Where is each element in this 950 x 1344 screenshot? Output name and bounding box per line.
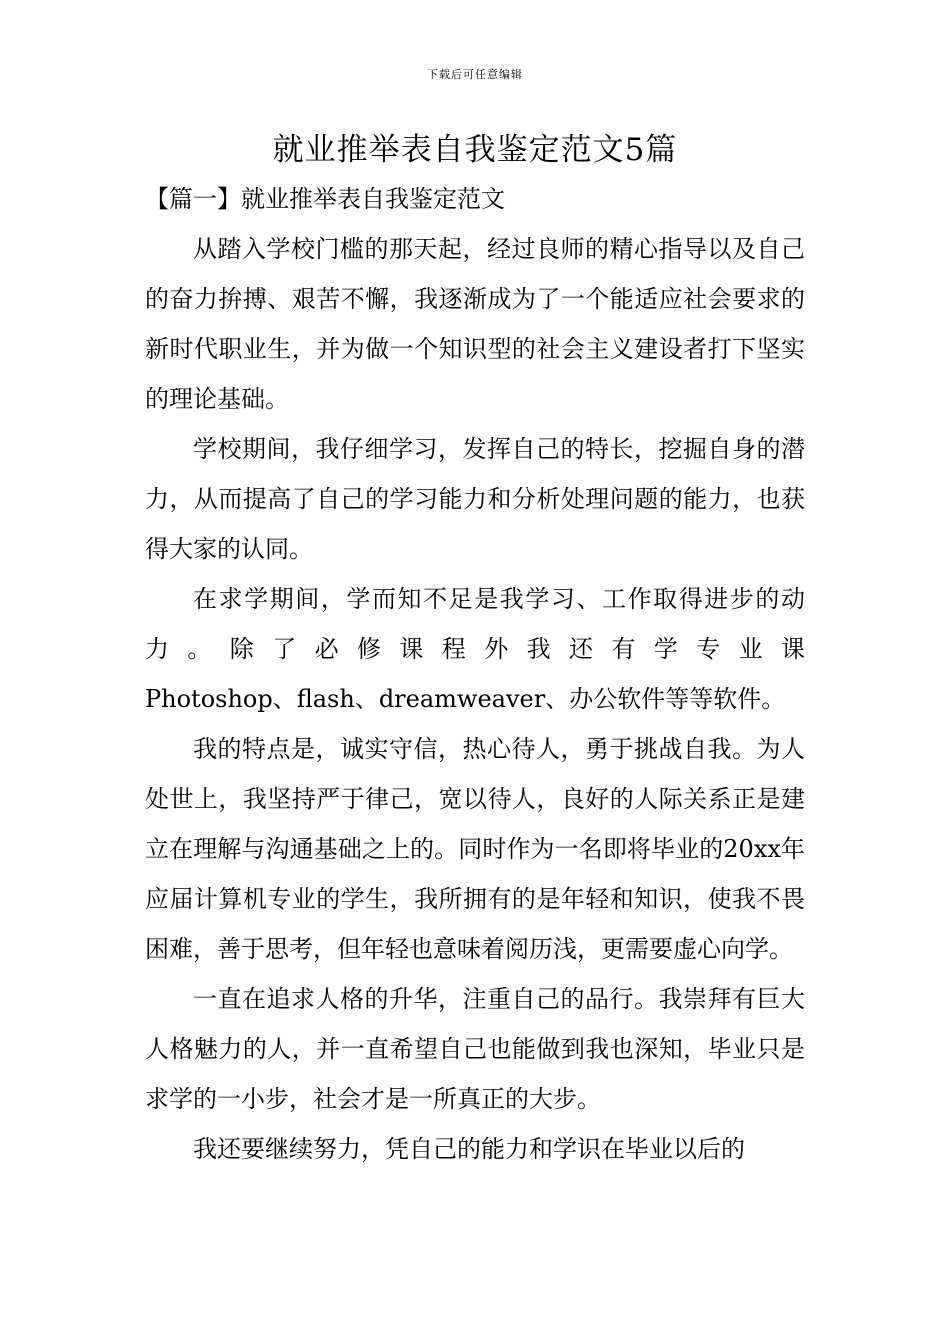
paragraph-2: 学校期间，我仔细学习，发挥自己的特长，挖掘自身的潜力，从而提高了自己的学习能力和分析处理问题的能力，也获得大家的认同。 bbox=[145, 435, 805, 563]
document-body bbox=[145, 224, 805, 1174]
document-title: 就业推举表自我鉴定范文5篇 bbox=[272, 132, 678, 168]
paragraph-6: 我还要继续努力，凭自己的能力和学识在毕业以后的 bbox=[193, 1135, 745, 1163]
paragraph-1: 从踏入学校门槛的那天起，经过良师的精心指导以及自己的奋力拚搏、艰苦不懈，我逐渐成为了一个能适应社会要求的新时代职业生，并为做一个知识型的社会主义建设者打下坚实的理论基础。 bbox=[145, 235, 805, 413]
paragraph-5: 一直在追求人格的升华，注重自己的品行。我崇拜有巨大人格魅力的人，并一直希望自己也能做到我也深知，毕业只是求学的一小步，社会才是一所真正的大步。 bbox=[145, 985, 805, 1113]
paragraph-3: 在求学期间，学而知不足是我学习、工作取得进步的动力。除了必修课程外我还有学专业课 bbox=[145, 585, 805, 663]
section-heading: 【篇一】就业推举表自我鉴定范文 bbox=[145, 185, 505, 213]
header-note: 下载后可任意编辑 bbox=[427, 68, 523, 81]
paragraph-3-continuation: Photoshop、flash、dreamweaver、办公软件等等软件。 bbox=[145, 685, 786, 713]
paragraph-4: 我的特点是，诚实守信，热心待人，勇于挑战自我。为人处世上，我坚持严于律己，宽以待人，良好的人际关系正是建立在理解与沟通基础之上的。同时作为一名即将毕业的20xx年应届计算机专业的学生，我所拥有的是年轻和知识，使我不畏困难，善于思考，但年轻也意味着阅历浅，更需要虚心向学。 bbox=[145, 735, 805, 963]
